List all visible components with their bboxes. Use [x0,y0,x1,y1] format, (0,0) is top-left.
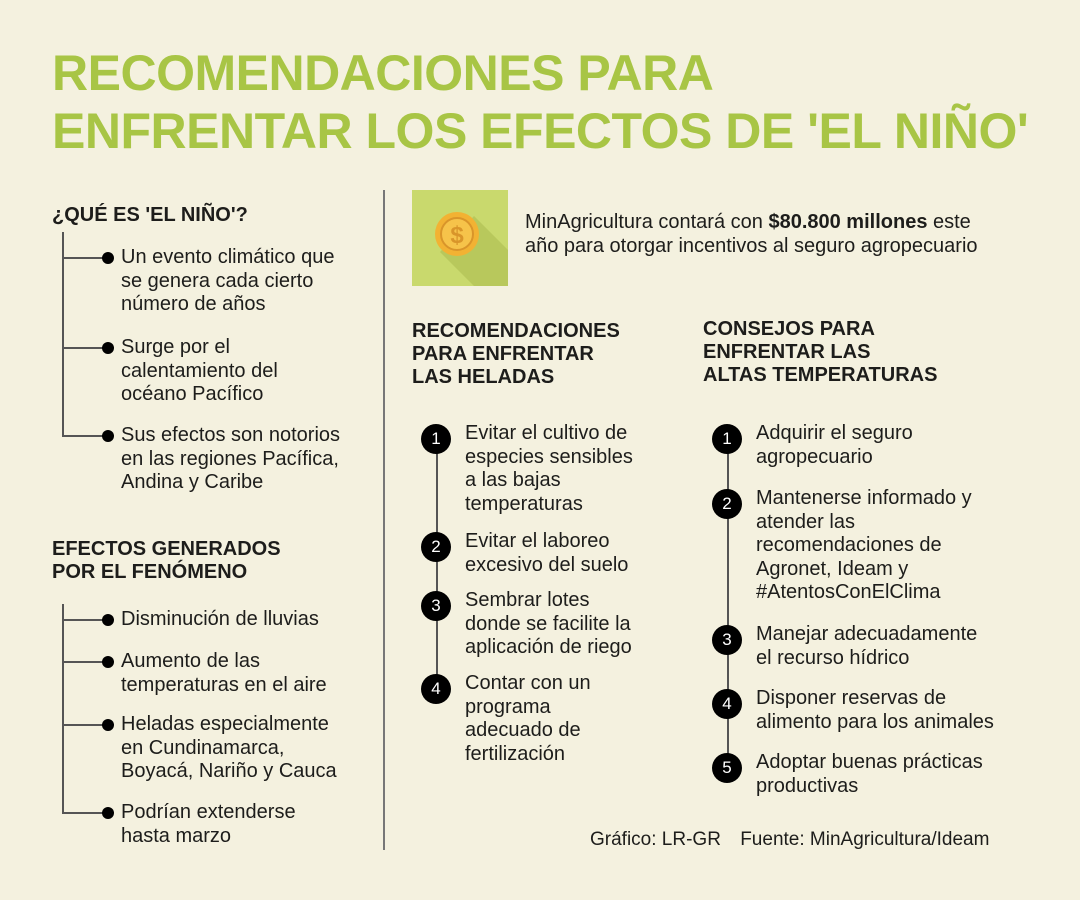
temperaturas-heading: CONSEJOS PARA ENFRENTAR LAS ALTAS TEMPERATURAS [703,318,938,386]
heladas-heading: RECOMENDACIONES PARA ENFRENTAR LAS HELADAS [412,320,620,388]
svg-text:$: $ [450,222,464,249]
title-line-1: RECOMENDACIONES PARA [52,45,714,101]
step-number: 4 [712,689,742,719]
efectos-heading: EFECTOS GENERADOS POR EL FENÓMENO [52,538,281,583]
step-number: 5 [712,753,742,783]
bullet-icon [102,719,114,731]
step-number: 1 [421,424,451,454]
heladas-step-line [436,440,438,694]
bullet-icon [102,807,114,819]
que-es-tree-line [62,232,64,436]
step-number: 2 [712,489,742,519]
footer-credits [590,828,989,852]
title-line-2: ENFRENTAR LOS EFECTOS DE 'EL NIÑO' [52,103,1029,159]
efectos-tree-line [62,604,64,814]
step-number: 3 [421,591,451,621]
bullet-icon [102,342,114,354]
page-title [52,44,1062,160]
step-number: 1 [712,424,742,454]
graphic-credit: Gráfico: LR-GR [590,829,721,850]
step-number: 3 [712,625,742,655]
step-number: 4 [421,674,451,704]
step-number: 2 [421,532,451,562]
incentive-text: MinAgricultura contará con $80.800 millones este año para otorgar incentivos al seguro agropecuario [525,211,978,257]
money-box [412,190,508,286]
que-es-heading: ¿QUÉ ES 'EL NIÑO'? [52,204,248,226]
column-divider [383,190,385,850]
source-credit: Fuente: MinAgricultura/Ideam [740,829,990,850]
incentive-amount: $80.800 millones [768,211,928,233]
bullet-icon [102,656,114,668]
bullet-icon [102,252,114,264]
dollar-coin-icon [412,190,508,286]
bullet-icon [102,614,114,626]
bullet-icon [102,430,114,442]
